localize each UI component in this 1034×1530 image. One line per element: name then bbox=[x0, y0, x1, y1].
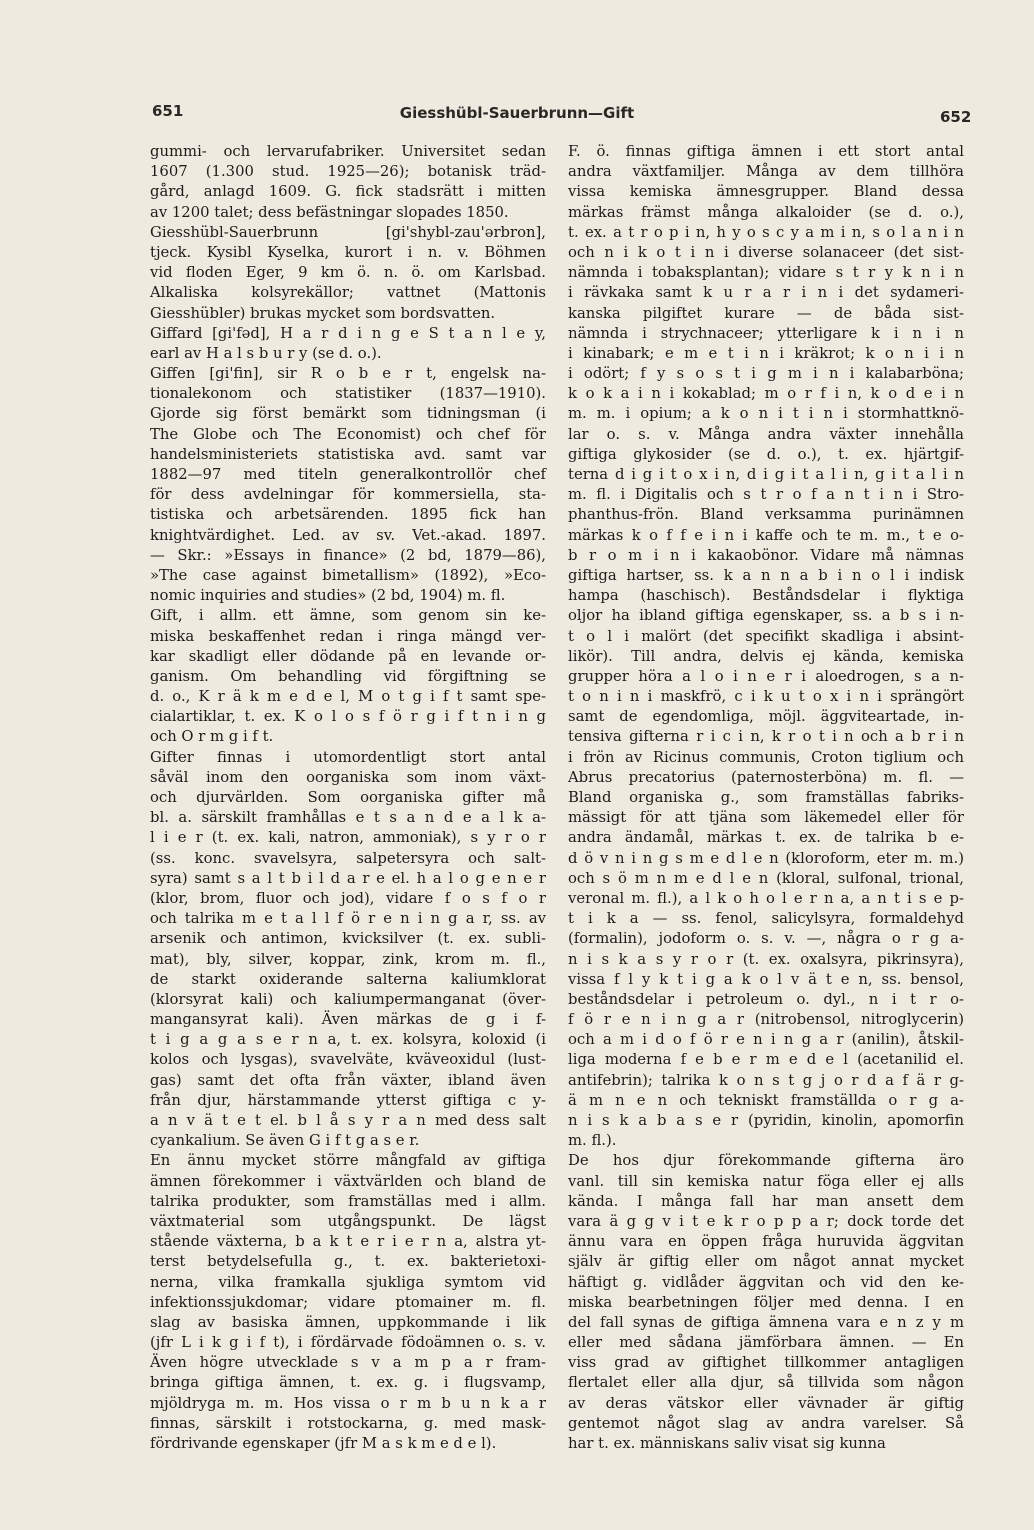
text-line: och O r m g i f t. bbox=[150, 728, 274, 746]
text-line: Giffard [gi'fəd], H a r d i n g e S t a n l e y, bbox=[150, 324, 546, 342]
text-line: giftiga hartser, ss. k a n n a b i n o l i indisk bbox=[568, 566, 964, 584]
text-line: (ss. konc. svavelsyra, salpetersyra och salt- bbox=[150, 849, 546, 867]
text-line: cialartiklar, t. ex. K o l o s f ö r g i f t n i n g bbox=[150, 708, 546, 726]
text-line: själv är giftig eller om något annat mycket bbox=[568, 1253, 964, 1271]
text-line: miska bearbetningen följer med denna. I en bbox=[568, 1293, 964, 1311]
page-number-right: 652 bbox=[940, 108, 972, 126]
text-line: d. o., K r ä k m e d e l, M o t g i f t samt spe- bbox=[150, 688, 546, 706]
text-line: d ö v n i n g s m e d l e n (kloroform, eter m. m.) bbox=[568, 849, 964, 867]
text-line: (klor, brom, fluor och jod), vidare f o s f o r bbox=[150, 889, 546, 907]
text-line: En ännu mycket större mångfald av giftiga bbox=[150, 1152, 546, 1170]
text-line: F. ö. finnas giftiga ämnen i ett stort antal bbox=[568, 143, 964, 160]
text-line: antifebrin); talrika k o n s t g j o r d a f ä r g- bbox=[568, 1071, 964, 1089]
text-line: t i k a — ss. fenol, salicylsyra, formaldehyd bbox=[568, 910, 964, 928]
text-line: fördrivande egenskaper (jfr M a s k m e d e l). bbox=[150, 1435, 497, 1452]
text-line: växtmaterial som utgångspunkt. De lägst bbox=[150, 1212, 546, 1230]
text-line: ganism. Om behandling vid förgiftning se bbox=[150, 667, 546, 685]
text-line: märkas k o f f e i n i kaffe och te m. m., t e o- bbox=[568, 526, 964, 544]
text-line: och talrika m e t a l l f ö r e n i n g a r, ss. av bbox=[150, 910, 546, 928]
page-number-left: 651 bbox=[152, 102, 184, 120]
text-line: såväl inom den oorganiska som inom växt- bbox=[150, 768, 546, 786]
text-line: tensiva gifterna r i c i n, k r o t i n och a b r i n bbox=[568, 728, 964, 746]
text-line: nerna, vilka framkalla sjukliga symtom vid bbox=[150, 1273, 546, 1291]
text-line: mat), bly, silver, koppar, zink, krom m. fl., bbox=[150, 950, 546, 968]
text-line: eller med sådana jämförbara ämnen. — En bbox=[568, 1334, 964, 1352]
text-line: Giesshübl-Sauerbrunn [gi'shybl-zau'ərbron], bbox=[150, 223, 546, 241]
text-line: mjöldryga m. m. Hos vissa o r m b u n k a r bbox=[150, 1394, 546, 1412]
text-line: stående växterna, b a k t e r i e r n a, alstra yt- bbox=[150, 1233, 546, 1251]
text-line: Giesshübler) brukas mycket som bordsvatten. bbox=[150, 304, 496, 322]
text-line: tjeck. Kysibl Kyselka, kurort i n. v. Böhmen bbox=[150, 243, 546, 261]
text-line: i rävkaka samt k u r a r i n i det sydameri- bbox=[568, 284, 964, 302]
text-line: ännu vara en öppen fråga huruvida äggvitan bbox=[568, 1233, 964, 1251]
text-line: i odört; f y s o s t i g m i n i kalabarböna; bbox=[568, 365, 964, 383]
text-line: och a m i d o f ö r e n i n g a r (anilin), åtskil- bbox=[568, 1031, 964, 1049]
text-line: veronal m. fl.), a l k o h o l e r n a, a n t i s e p- bbox=[568, 889, 964, 907]
text-line: knightvärdighet. Led. av sv. Vet.-akad. 1897. bbox=[150, 526, 546, 544]
text-line: andra ändamål, märkas t. ex. de talrika b e- bbox=[568, 829, 964, 847]
running-title: Giesshübl-Sauerbrunn—Gift bbox=[399, 104, 635, 122]
text-line: andra växtfamiljer. Många av dem tillhöra bbox=[568, 163, 964, 181]
text-line: arsenik och antimon, kvicksilver (t. ex. subli- bbox=[150, 930, 546, 948]
text-line: i frön av Ricinus communis, Croton tiglium och bbox=[568, 748, 964, 766]
text-line: gummi- och lervarufabriker. Universitet sedan bbox=[150, 143, 546, 160]
text-line: talrika produkter, som framställas med i allm. bbox=[150, 1192, 546, 1210]
text-line: t o l i malört (det specifikt skadliga i absint- bbox=[568, 627, 964, 645]
text-line: infektionssjukdomar; vidare ptomainer m. fl. bbox=[150, 1293, 546, 1311]
text-line: mässigt för att tjäna som läkemedel eller för bbox=[568, 809, 964, 827]
text-line: Alkaliska kolsyrekällor; vattnet (Mattonis bbox=[150, 284, 546, 302]
text-line: från djur, härstammande ytterst giftiga c y- bbox=[150, 1091, 546, 1109]
right-column bbox=[568, 142, 964, 1454]
text-line: vanl. till sin kemiska natur föga eller ej alls bbox=[568, 1172, 964, 1190]
text-line: (jfr L i k g i f t), i fördärvade födoämnen o. s. v. bbox=[150, 1334, 546, 1352]
text-line: bl. a. särskilt framhållas e t s a n d e a l k a- bbox=[150, 809, 546, 827]
text-line: märkas främst många alkaloider (se d. o.), bbox=[568, 203, 964, 221]
text-line: tionalekonom och statistiker (1837—1910). bbox=[150, 385, 546, 403]
text-line: syra) samt s a l t b i l d a r e el. h a l o g e n e r bbox=[150, 869, 546, 887]
text-line: a n v ä t e t el. b l å s y r a n med dess salt bbox=[150, 1112, 546, 1129]
text-line: De hos djur förekommande gifterna äro bbox=[568, 1152, 964, 1170]
text-line: lar o. s. v. Många andra växter innehålla bbox=[568, 425, 964, 443]
text-line: nämnda i tobaksplantan); vidare s t r y k n i n bbox=[568, 264, 964, 282]
text-line: de starkt oxiderande salterna kaliumklorat bbox=[150, 970, 546, 988]
text-line: och n i k o t i n i diverse solanaceer (det sist- bbox=[568, 243, 964, 261]
text-line: likör). Till andra, delvis ej kända, kemiska bbox=[568, 647, 964, 665]
text-line: terst betydelsefulla g., t. ex. bakterietoxi- bbox=[150, 1253, 546, 1271]
text-line: cyankalium. Se även G i f t g a s e r. bbox=[150, 1132, 420, 1150]
text-line: nämnda i strychnaceer; ytterligare k i n i n bbox=[568, 324, 964, 342]
text-line: t o n i n i maskfrö, c i k u t o x i n i sprängört bbox=[568, 688, 964, 706]
text-line: viss grad av giftighet tillkommer antagligen bbox=[568, 1354, 964, 1372]
text-line: Gjorde sig först bemärkt som tidningsman (i bbox=[150, 405, 546, 423]
text-line: flertalet eller alla djur, så tillvida som någon bbox=[568, 1374, 964, 1392]
text-line: t. ex. a t r o p i n, h y o s c y a m i n, s o l a n i n bbox=[568, 223, 964, 241]
text-line: Gifter finnas i utomordentligt stort antal bbox=[150, 748, 546, 766]
text-line: bringa giftiga ämnen, t. ex. g. i flugsvamp, bbox=[150, 1374, 546, 1392]
text-line: och djurvärlden. Som oorganiska gifter må bbox=[150, 789, 546, 806]
text-line: Abrus precatorius (paternosterböna) m. fl. — bbox=[568, 768, 964, 786]
text-line: kar skadligt eller dödande på en levande or- bbox=[150, 647, 546, 665]
text-line: ämnen förekommer i växtvärlden och bland de bbox=[150, 1172, 546, 1190]
text-line: grupper höra a l o i n e r i aloedrogen, s a n- bbox=[568, 667, 964, 685]
text-line: — Skr.: »Essays in finance» (2 bd, 1879—86), bbox=[150, 546, 546, 564]
text-line: för dess avdelningar för kommersiella, sta- bbox=[150, 486, 546, 504]
text-line: gentemot något slag av andra varelser. Så bbox=[568, 1414, 964, 1432]
text-line: i kinabark; e m e t i n i kräkrot; k o n i i n bbox=[568, 344, 964, 362]
text-line: kanska pilgiftet kurare — de båda sist- bbox=[568, 304, 964, 322]
text-line: vissa f l y k t i g a k o l v ä t e n, ss. bensol, bbox=[568, 970, 964, 988]
text-line: hampa (haschisch). Beståndsdelar i flyktiga bbox=[568, 587, 964, 605]
text-line: earl av H a l s b u r y (se d. o.). bbox=[150, 344, 382, 362]
text-line: m. fl. i Digitalis och s t r o f a n t i n i Stro- bbox=[568, 486, 964, 504]
text-line: av 1200 talet; dess befästningar slopades 1850. bbox=[150, 203, 509, 221]
text-line: n i s k a s y r o r (t. ex. oxalsyra, pikrinsyra), bbox=[568, 950, 964, 968]
text-line: häftigt g. vidlåder äggvitan och vid den ke- bbox=[568, 1273, 964, 1291]
text-line: mangansyrat kali). Även märkas de g i f- bbox=[150, 1011, 546, 1029]
text-line: phanthus-frön. Bland verksamma purinämnen bbox=[568, 506, 964, 524]
text-line: slag av basiska ämnen, uppkommande i lik bbox=[150, 1313, 546, 1331]
text-line: har t. ex. människans saliv visat sig kunna bbox=[568, 1435, 886, 1452]
text-line: The Globe och The Economist) och chef för bbox=[150, 425, 546, 443]
text-line: giftiga glykosider (se d. o.), t. ex. hjärtgif- bbox=[568, 445, 964, 463]
text-line: 1607 (1.300 stud. 1925—26); botanisk träd- bbox=[150, 163, 546, 181]
text-line: oljor ha ibland giftiga egenskaper, ss. a b s i n- bbox=[568, 607, 964, 625]
text-line: »The case against bimetallism» (1892), »Eco- bbox=[150, 566, 546, 584]
text-line: del fall synas de giftiga ämnena vara e n z y m bbox=[568, 1313, 964, 1331]
text-line: kända. I många fall har man ansett dem bbox=[568, 1192, 964, 1210]
text-line: (formalin), jodoform o. s. v. —, några o r g a- bbox=[568, 930, 964, 948]
text-line: kolos och lysgas), svavelväte, kväveoxidul (lust- bbox=[150, 1051, 546, 1069]
text-line: gård, anlagd 1609. G. fick stadsrätt i mitten bbox=[150, 183, 546, 201]
text-line: (klorsyrat kali) och kaliumpermanganat (över- bbox=[150, 990, 546, 1008]
text-line: gas) samt det ofta från växter, ibland även bbox=[150, 1071, 546, 1089]
text-line: Bland organiska g., som framställas fabriks- bbox=[568, 789, 964, 806]
text-line: m. m. i opium; a k o n i t i n i stormhattknö- bbox=[568, 405, 964, 423]
text-line: tistiska och arbetsärenden. 1895 fick han bbox=[150, 506, 546, 524]
text-line: nomic inquiries and studies» (2 bd, 1904) m. fl. bbox=[150, 587, 506, 605]
text-line: av deras vätskor eller vävnader är giftig bbox=[568, 1394, 964, 1412]
text-line: k o k a i n i kokablad; m o r f i n, k o d e i n bbox=[568, 385, 964, 403]
text-line: t i g a g a s e r n a, t. ex. kolsyra, koloxid (i bbox=[150, 1031, 546, 1049]
text-line: m. fl.). bbox=[568, 1132, 617, 1150]
text-line: finnas, särskilt i rotstockarna, g. med mask- bbox=[150, 1414, 546, 1432]
text-line: n i s k a b a s e r (pyridin, kinolin, apomorfin bbox=[568, 1112, 964, 1129]
text-line: vissa kemiska ämnesgrupper. Bland dessa bbox=[568, 183, 964, 201]
text-line: f ö r e n i n g a r (nitrobensol, nitroglycerin) bbox=[568, 1011, 964, 1029]
text-line: Gift, i allm. ett ämne, som genom sin ke- bbox=[150, 607, 546, 625]
text-line: och s ö m n m e d l e n (kloral, sulfonal, trional, bbox=[568, 869, 964, 887]
text-line: ä m n e n och tekniskt framställda o r g a- bbox=[568, 1091, 964, 1109]
text-line: beståndsdelar i petroleum o. dyl., n i t r o- bbox=[568, 990, 964, 1008]
text-line: l i e r (t. ex. kali, natron, ammoniak), s y r o r bbox=[150, 829, 546, 847]
text-line: vid floden Eger, 9 km ö. n. ö. om Karlsbad. bbox=[150, 264, 546, 282]
text-line: miska beskaffenhet redan i ringa mängd ver- bbox=[150, 627, 546, 645]
left-column bbox=[150, 142, 546, 1454]
text-line: handelsministeriets statistiska avd. samt var bbox=[150, 445, 546, 463]
text-line: samt de egendomliga, möjl. äggviteartade, in- bbox=[568, 708, 964, 726]
text-line: vara ä g g v i t e k r o p p a r; dock torde det bbox=[568, 1212, 964, 1230]
text-line: 1882—97 med titeln generalkontrollör chef bbox=[150, 466, 546, 483]
text-line: Giffen [gi'fin], sir R o b e r t, engelsk na- bbox=[150, 365, 546, 383]
text-line: b r o m i n i kakaobönor. Vidare må nämnas bbox=[568, 546, 964, 564]
text-line: liga moderna f e b e r m e d e l (acetanilid el. bbox=[568, 1051, 964, 1069]
text-line: Även högre utvecklade s v a m p a r fram- bbox=[150, 1354, 546, 1372]
text-line: terna d i g i t o x i n, d i g i t a l i n, g i t a l i n bbox=[568, 466, 964, 483]
